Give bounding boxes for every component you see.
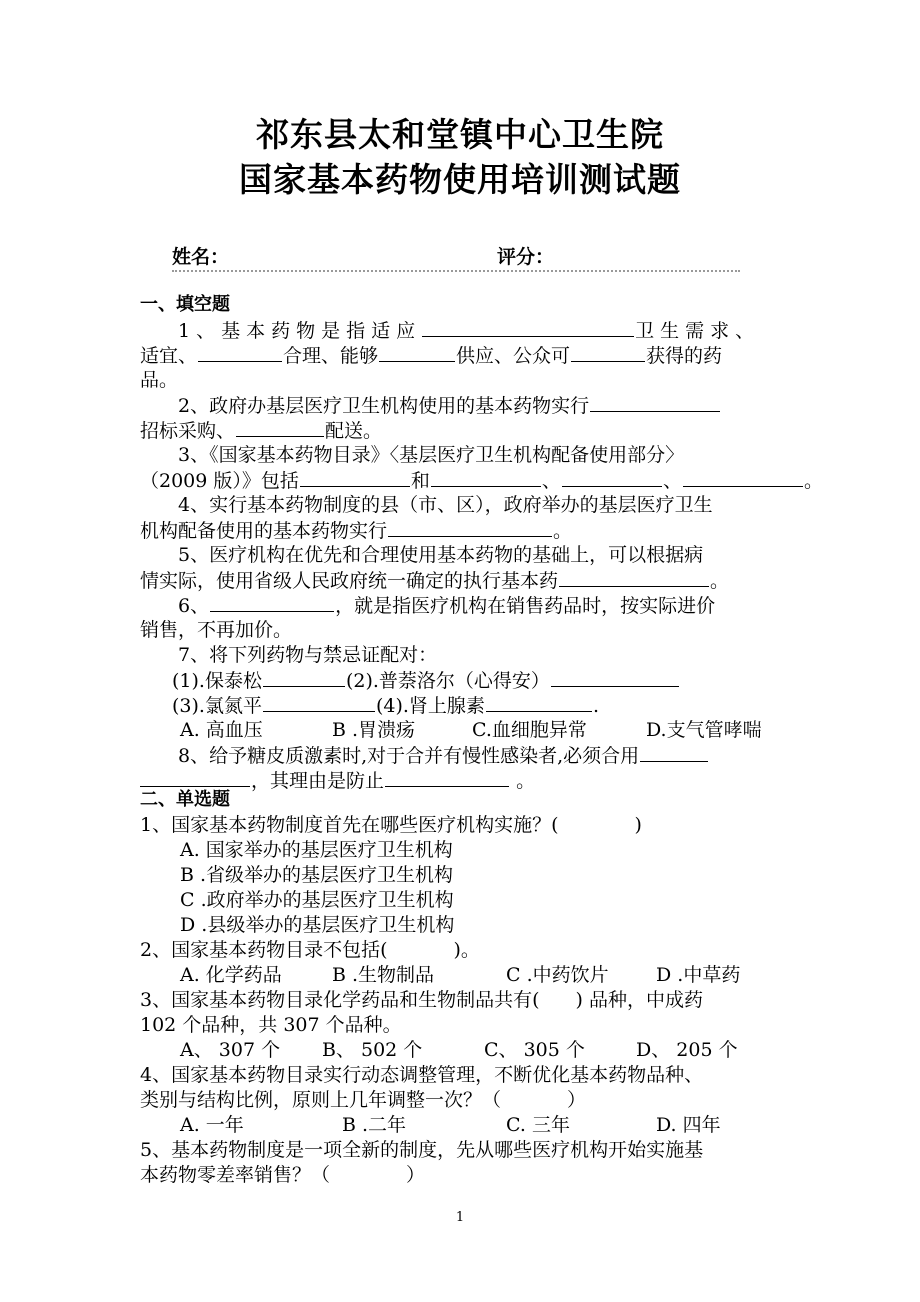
q7-line-1: 7、将下列药物与禁忌证配对：: [178, 644, 438, 666]
q7-option-d: D.支气管哮喘: [646, 719, 762, 741]
answer-blank[interactable]: [562, 468, 662, 487]
q1-line-2: 适宜、 合理、能够 供应、公众可 获得的药: [140, 345, 723, 367]
q7-pair-2: (3).氯氮平 (4).肾上腺素 .: [172, 695, 599, 717]
q8-line-1: 8、给予糖皮质激素时,对于合并有慢性感染者,必须合用: [178, 743, 838, 768]
mc-q1-option-d: D .县级举办的基层医疗卫生机构: [180, 914, 455, 936]
q8-line-2: ，其理由是防止 。: [140, 768, 800, 793]
q3-line-2: （2009 版）》包括 和 、 、 。: [140, 470, 823, 492]
answer-blank[interactable]: [590, 393, 720, 412]
q6-line-2: 销售，不再加价。: [140, 619, 293, 641]
q2-line-2: 招标采购、 配送。: [140, 420, 383, 442]
mc-q1-option-c: C .政府举办的基层医疗卫生机构: [180, 889, 454, 911]
q4-line-2: 机构配备使用的基本药物实行 。: [140, 520, 573, 542]
name-label: 姓名：: [172, 246, 230, 268]
q5-line-2: 情实际，使用省级人民政府统一确定的执行基本药 。: [140, 570, 730, 592]
answer-blank[interactable]: [486, 693, 592, 712]
mc-q4-option-d: D. 四年: [656, 1114, 721, 1136]
q2-line-1: 2、政府办基层医疗卫生机构使用的基本药物实行: [178, 393, 838, 418]
mc-q1-option-b: B .省级举办的基层医疗卫生机构: [180, 864, 454, 886]
q7-option-b: B .胃溃疡: [332, 719, 416, 741]
q1-line-3: 品。: [140, 369, 179, 391]
q7-option-c: C.血细胞异常: [472, 719, 587, 741]
mc-q2-option-a: A. 化学药品: [180, 964, 282, 986]
mc-q5-stem-2: 本药物零差率销售？（ ）: [140, 1164, 426, 1186]
q6-line-1: 6、 ，就是指医疗机构在销售药品时，按实际进价: [178, 595, 716, 617]
answer-blank[interactable]: [379, 343, 455, 362]
mc-q2-option-b: B .生物制品: [332, 964, 435, 986]
answer-blank[interactable]: [140, 768, 250, 787]
mc-q1-stem: 1、国家基本药物制度首先在哪些医疗机构实施？( ): [140, 814, 642, 836]
section-2-heading: 二、单选题: [140, 789, 230, 810]
mc-q3-stem-2: 102 个品种，共 307 个品种。: [140, 1014, 402, 1036]
answer-blank[interactable]: [263, 693, 375, 712]
answer-blank[interactable]: [683, 468, 803, 487]
answer-blank[interactable]: [385, 768, 509, 787]
answer-blank[interactable]: [422, 318, 634, 337]
mc-q2-option-d: D .中草药: [656, 964, 741, 986]
answer-blank[interactable]: [300, 468, 410, 487]
answer-blank[interactable]: [263, 668, 345, 687]
name-score-bar: [172, 240, 740, 272]
mc-q3-option-d: D、 205 个: [636, 1039, 738, 1061]
mc-q3-option-b: B、 502 个: [322, 1039, 423, 1061]
mc-q2-option-c: C .中药饮片: [506, 964, 609, 986]
answer-blank[interactable]: [551, 668, 679, 687]
mc-q4-option-c: C. 三年: [506, 1114, 570, 1136]
mc-q4-option-b: B .二年: [342, 1114, 407, 1136]
answer-blank[interactable]: [640, 743, 708, 762]
answer-blank[interactable]: [571, 343, 645, 362]
mc-q2-stem: 2、国家基本药物目录不包括( )。: [140, 939, 480, 961]
mc-q3-option-c: C、 305 个: [484, 1039, 585, 1061]
mc-q3-stem: 3、国家基本药物目录化学药品和生物制品共有( ) 品种，中成药: [140, 989, 703, 1011]
mc-q1-option-a: A. 国家举办的基层医疗卫生机构: [180, 839, 453, 861]
mc-q4-stem: 4、国家基本药物目录实行动态调整管理，不断优化基本药物品种、: [140, 1064, 704, 1086]
mc-q4-option-a: A. 一年: [180, 1114, 244, 1136]
q4-line-1: 4、实行基本药物制度的县（市、区），政府举办的基层医疗卫生: [178, 494, 713, 516]
answer-blank[interactable]: [431, 468, 541, 487]
answer-blank[interactable]: [210, 593, 334, 612]
answer-blank[interactable]: [198, 343, 282, 362]
q3-line-1: 3、《国家基本药物目录》〈基层医疗卫生机构配备使用部分〉: [178, 444, 685, 466]
mc-q3-option-a: A、 307 个: [180, 1039, 281, 1061]
title-line-2: 国家基本药物使用培训测试题: [239, 160, 681, 199]
q7-pair-1: (1).保泰松 (2).普萘洛尔（心得安）: [172, 668, 832, 693]
q7-option-a: A. 高血压: [180, 719, 263, 741]
mc-q4-stem-2: 类别与结构比例，原则上几年调整一次？（ ）: [140, 1089, 587, 1111]
answer-blank[interactable]: [559, 568, 709, 587]
title-line-1: 祁东县太和堂镇中心卫生院: [256, 115, 664, 154]
q1-line-1: 1、基本药物是指适应 卫生需求、: [178, 320, 761, 342]
answer-blank[interactable]: [388, 518, 552, 537]
section-1-heading: 一、填空题: [140, 294, 230, 315]
mc-q5-stem: 5、基本药物制度是一项全新的制度，先从哪些医疗机构开始实施基: [140, 1139, 704, 1161]
q5-line-1: 5、医疗机构在优先和合理使用基本药物的基础上，可以根据病: [178, 544, 704, 566]
answer-blank[interactable]: [236, 418, 324, 437]
score-label: 评分：: [497, 246, 555, 268]
page-number: 1: [455, 1210, 465, 1225]
